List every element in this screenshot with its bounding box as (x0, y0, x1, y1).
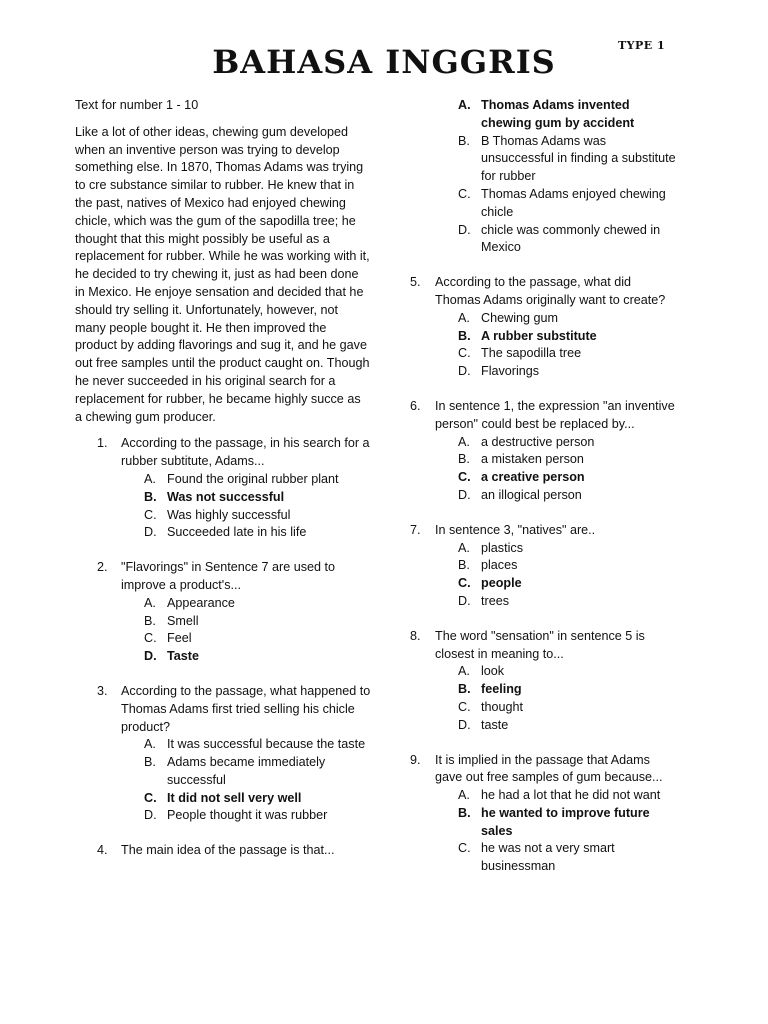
option-text: A rubber substitute (481, 328, 597, 343)
page-title: BAHASA INGGRIS (212, 43, 556, 81)
answer-option[interactable] (121, 507, 371, 525)
answer-option[interactable] (410, 133, 678, 186)
question-text: According to the passage, what happened to Thomas Adams first tried selling his chicle product? (121, 683, 371, 734)
question-item (75, 559, 371, 666)
option-letter: D. (458, 593, 471, 608)
question-item (410, 522, 678, 611)
option-letter: D. (458, 487, 471, 502)
option-text: Thomas Adams enjoyed chewing chicle (481, 186, 666, 219)
answer-option[interactable] (435, 681, 678, 699)
option-letter: A. (458, 98, 471, 112)
option-text: a mistaken person (481, 452, 584, 467)
option-text: feeling (481, 682, 522, 697)
option-letter: B. (144, 755, 156, 770)
question-number: 6. (410, 398, 421, 413)
answer-option[interactable] (435, 345, 678, 363)
option-list (435, 310, 678, 381)
option-letter: A. (144, 737, 156, 752)
option-text: a creative person (481, 470, 585, 485)
option-text: an illogical person (481, 487, 582, 502)
option-letter: B. (458, 452, 470, 467)
answer-option[interactable] (435, 451, 678, 469)
option-list (435, 787, 678, 876)
answer-option[interactable] (435, 663, 678, 681)
question-number: 2. (97, 560, 108, 575)
option-letter: C. (144, 790, 157, 805)
option-letter: D. (458, 717, 471, 732)
option-letter: B. (458, 328, 471, 343)
answer-option[interactable] (435, 469, 678, 487)
option-text: places (481, 558, 518, 573)
option-letter: A. (458, 434, 470, 449)
option-letter: A. (458, 788, 470, 803)
option-text: a destructive person (481, 434, 595, 449)
option-text: It was successful because the taste (167, 737, 366, 752)
option-letter: D. (458, 222, 471, 237)
question-text: In sentence 1, the expression "an inventive person" could best be replaced by... (435, 398, 675, 431)
option-text: Adams became immediately successful (167, 755, 326, 787)
option-text: he had a lot that he did not want (481, 788, 661, 803)
question-list-right (410, 274, 678, 876)
question-list-left (75, 435, 371, 860)
option-letter: A. (144, 471, 156, 486)
question-item (75, 842, 371, 860)
option-text: look (481, 664, 505, 679)
option-list (121, 595, 371, 666)
option-text: Succeeded late in his life (167, 525, 307, 540)
option-text: Feel (167, 631, 192, 646)
answer-option[interactable] (121, 613, 371, 631)
option-letter: A. (458, 540, 470, 555)
answer-option[interactable] (435, 717, 678, 735)
option-letter: D. (144, 808, 157, 823)
question-number: 9. (410, 752, 421, 767)
answer-option[interactable] (121, 754, 371, 790)
option-letter: C. (458, 186, 471, 201)
question-text: The main idea of the passage is that... (121, 843, 335, 858)
question-text: The word "sensation" in sentence 5 is closest in meaning to... (435, 628, 645, 661)
answer-option[interactable] (121, 524, 371, 542)
option-text: Chewing gum (481, 310, 559, 325)
option-letter: C. (144, 507, 157, 522)
option-letter: B. (458, 558, 470, 573)
answer-option[interactable] (121, 736, 371, 754)
question-number: 5. (410, 275, 421, 290)
question-text: In sentence 3, "natives" are.. (435, 522, 596, 537)
option-text: Taste (167, 649, 199, 664)
question-item (410, 628, 678, 735)
option-text: It did not sell very well (167, 790, 302, 805)
answer-option[interactable] (435, 434, 678, 452)
answer-option[interactable] (121, 595, 371, 613)
option-text: Appearance (167, 595, 235, 610)
option-text: The sapodilla tree (481, 346, 582, 361)
option-list (121, 471, 371, 542)
question-item (410, 752, 678, 877)
answer-option[interactable] (435, 328, 678, 346)
option-letter: A. (458, 310, 470, 325)
question-item (410, 398, 678, 505)
option-letter: C. (458, 346, 471, 361)
option-letter: C. (458, 470, 471, 485)
option-text: Was not successful (167, 489, 285, 504)
question-item (75, 683, 371, 825)
option-text: plastics (481, 540, 523, 555)
option-text: trees (481, 593, 509, 608)
question-number: 4. (97, 843, 108, 858)
question-number: 7. (410, 522, 421, 537)
answer-option[interactable] (435, 557, 678, 575)
answer-option[interactable] (121, 790, 371, 808)
option-letter: B. (144, 489, 157, 504)
option-text: Found the original rubber plant (167, 471, 339, 486)
question-text: It is implied in the passage that Adams gave out free samples of gum because... (435, 752, 663, 785)
question-text: According to the passage, what did Thomas Adams originally want to create? (435, 275, 666, 307)
passage-intro: Text for number 1 - 10 (75, 98, 199, 112)
answer-option[interactable] (121, 489, 371, 507)
question-item (410, 274, 678, 381)
option-letter: B. (458, 133, 470, 148)
answer-option[interactable] (435, 363, 678, 381)
type-label: TYPE 1 (618, 39, 666, 52)
question-item (75, 435, 371, 542)
option-list (435, 540, 678, 611)
option-text: B Thomas Adams was unsuccessful in finding a substitute for rubber (481, 133, 676, 184)
reading-passage: Like a lot of other ideas, chewing gum developed when an inventive person was trying to develop something else. In 1870, Thomas Adams was trying to cre substance similar to rubber. He knew that in the past, natives of Mexico had enjoyed chewing chicle, which was the gum of the sapodilla tree; he thought that this might possibly be useful as a replacement for rubber. While he was working with it, he decided to try chewing it, just as had been done in Mexico. He enjoye sensation and decided that he should try selling it. Unfortunately, however, not many people bought it. He then improved the product by adding flavorings and sug it, and he gave out free samples until the product caught on. Though he never succeeded in his original search for a replacement for rubber, he became highly succe as a chewing gum producer. (75, 124, 370, 424)
answer-option[interactable] (121, 807, 371, 825)
option-text: he wanted to improve future sales (481, 805, 650, 838)
option-letter: B. (458, 805, 471, 820)
answer-option[interactable] (435, 593, 678, 611)
answer-option[interactable] (410, 186, 678, 222)
option-text: thought (481, 699, 524, 714)
option-text: Flavorings (481, 364, 540, 379)
option-list (435, 663, 678, 734)
option-text: he was not a very smart businessman (481, 841, 615, 874)
answer-option[interactable] (410, 222, 678, 258)
option-text: Was highly successful (167, 507, 291, 522)
question-number: 8. (410, 628, 421, 643)
option-letter: A. (144, 595, 156, 610)
question-number: 3. (97, 683, 108, 698)
option-text: people (481, 576, 522, 591)
option-letter: B. (458, 682, 471, 697)
answer-option[interactable] (435, 310, 678, 328)
option-text: taste (481, 717, 509, 732)
answer-option[interactable] (435, 805, 678, 841)
option-list (121, 736, 371, 825)
answer-option[interactable] (121, 648, 371, 666)
answer-option[interactable] (410, 97, 678, 133)
answer-option[interactable] (435, 840, 678, 876)
answer-option[interactable] (121, 630, 371, 648)
option-text: Smell (167, 613, 199, 628)
option-list (435, 434, 678, 505)
answer-option[interactable] (435, 575, 678, 593)
question-text: "Flavorings" in Sentence 7 are used to improve a product's... (121, 560, 336, 592)
option-letter: D. (144, 649, 157, 664)
answer-option[interactable] (121, 471, 371, 489)
left-column (75, 97, 371, 877)
option-text: Thomas Adams invented chewing gum by accident (481, 98, 635, 130)
option-letter: B. (144, 613, 156, 628)
option-letter: C. (458, 841, 471, 856)
right-column (410, 97, 678, 893)
option-letter: C. (144, 631, 157, 646)
option-letter: A. (458, 664, 470, 679)
option-letter: C. (458, 699, 471, 714)
option-letter: D. (144, 525, 157, 540)
question-number: 1. (97, 436, 108, 451)
question-4-options (410, 97, 678, 257)
option-letter: C. (458, 576, 471, 591)
option-text: chicle was commonly chewed in Mexico (481, 222, 661, 255)
answer-option[interactable] (435, 487, 678, 505)
option-letter: D. (458, 364, 471, 379)
answer-option[interactable] (435, 540, 678, 558)
option-text: People thought it was rubber (167, 808, 328, 823)
question-text: According to the passage, in his search for a rubber subtitute, Adams... (121, 436, 370, 469)
answer-option[interactable] (435, 699, 678, 717)
answer-option[interactable] (435, 787, 678, 805)
